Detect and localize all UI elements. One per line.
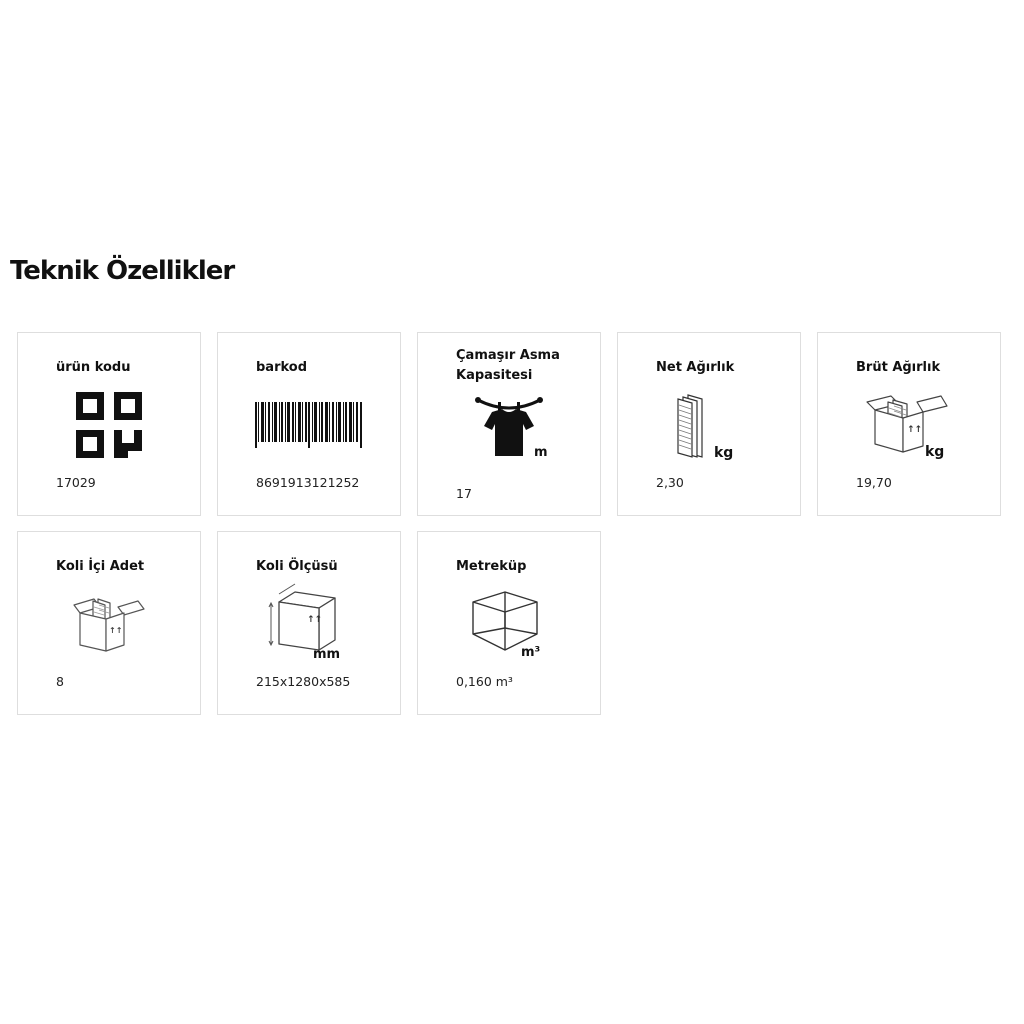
spec-label: barkod [256, 360, 308, 375]
laundry-line-icon [418, 385, 600, 465]
spec-grid [17, 332, 1001, 715]
spec-card-net-weight [617, 332, 801, 516]
spec-value: 8 [56, 674, 64, 689]
spec-value: 17029 [56, 475, 96, 490]
section-title: Teknik Özellikler [10, 256, 235, 286]
spec-value: 17 [456, 486, 472, 501]
icon-unit: kg [714, 445, 734, 461]
svg-text:↑↑: ↑↑ [307, 615, 323, 625]
spec-label: Net Ağırlık [656, 360, 735, 375]
qr-code-icon [18, 385, 200, 465]
barcode-icon [218, 385, 400, 465]
spec-value: 215x1280x585 [256, 674, 351, 689]
spec-value: 19,70 [856, 475, 892, 490]
spec-card-laundry-capacity [417, 332, 601, 516]
spec-label: Brüt Ağırlık [856, 360, 941, 375]
svg-text:↑↑: ↑↑ [907, 425, 923, 435]
icon-unit: m [534, 445, 548, 460]
spec-label: Koli İçi Adet [56, 559, 145, 574]
spec-label: ürün kodu [56, 360, 131, 375]
spec-card-items-per-box [17, 531, 201, 715]
box-dimensions-icon [218, 584, 400, 664]
spec-value: 2,30 [656, 475, 684, 490]
spec-card-volume [417, 531, 601, 715]
icon-unit: m³ [521, 645, 541, 660]
spec-card-box-dimensions [217, 531, 401, 715]
spec-card-barcode [217, 332, 401, 516]
svg-text:↑↑: ↑↑ [109, 626, 123, 635]
spec-value: 8691913121252 [256, 475, 360, 490]
spec-value: 0,160 m³ [456, 674, 513, 689]
open-box-icon [18, 584, 200, 664]
stacked-sheets-weight-icon [618, 385, 800, 465]
spec-label: Metreküp [456, 559, 527, 574]
spec-label: Çamaşır Asma Kapasitesi [456, 348, 560, 383]
spec-card-product-code [17, 332, 201, 516]
spec-label: Koli Ölçüsü [256, 559, 338, 574]
icon-unit: kg [925, 444, 945, 460]
spec-card-gross-weight [817, 332, 1001, 516]
cube-volume-icon [418, 584, 600, 664]
icon-unit: mm [313, 647, 341, 662]
box-weight-icon [818, 385, 1000, 465]
